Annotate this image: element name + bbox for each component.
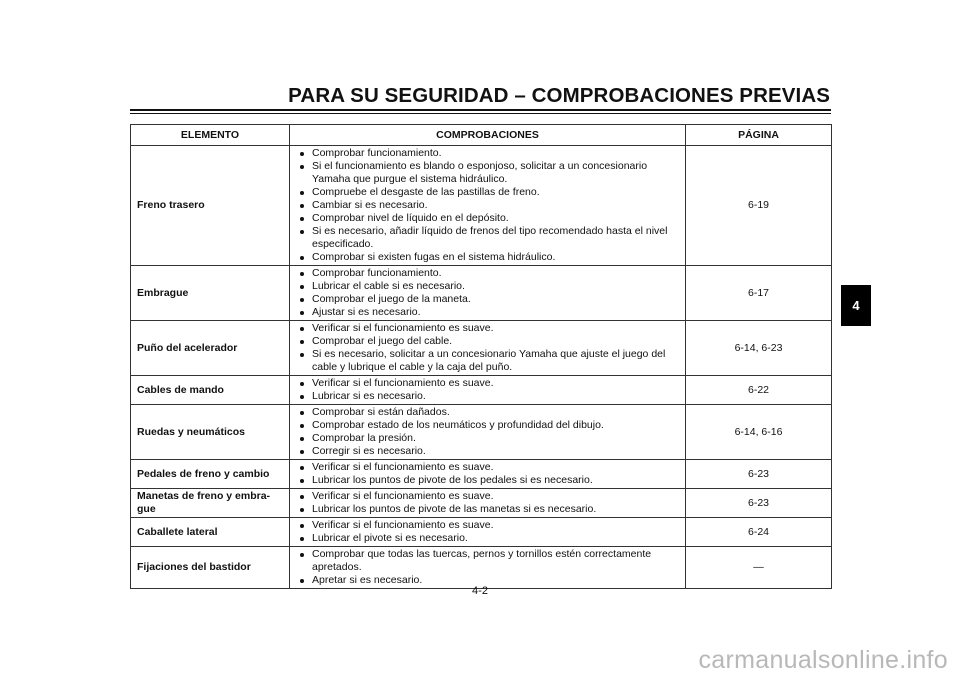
checks-cell	[290, 405, 686, 460]
checks-list	[296, 461, 681, 487]
check-item: Verificar si el funcionamiento es suave.	[296, 461, 681, 474]
check-item: Comprobar funcionamiento.	[296, 147, 681, 160]
check-item: Comprobar la presión.	[296, 432, 681, 445]
check-item: Lubricar los puntos de pivote de las manetas si es necesario.	[296, 503, 681, 516]
check-item: Compruebe el desgaste de las pastillas de freno.	[296, 186, 681, 199]
check-item: Comprobar nivel de líquido en el depósito.	[296, 212, 681, 225]
check-item: Comprobar funcionamiento.	[296, 267, 681, 280]
item-name: Puño del acelerador	[131, 321, 290, 376]
check-item: Lubricar si es necesario.	[296, 390, 681, 403]
item-name: Fijaciones del bastidor	[131, 547, 290, 589]
table-row	[131, 489, 832, 518]
page-reference: 6-23	[686, 489, 832, 518]
check-item: Comprobar el juego de la maneta.	[296, 293, 681, 306]
table-row	[131, 376, 832, 405]
watermark: carmanualsonline.info	[698, 646, 948, 674]
check-item: Verificar si el funcionamiento es suave.	[296, 377, 681, 390]
checks-cell	[290, 376, 686, 405]
checks-list	[296, 322, 681, 374]
page-reference: 6-19	[686, 146, 832, 266]
check-item: Si el funcionamiento es blando o esponjoso, solicitar a un concesionario Yamaha que purgue el sistema hidráulico.	[296, 160, 681, 186]
pre-operation-checks-table	[130, 124, 832, 589]
page-reference: 6-23	[686, 460, 832, 489]
check-item: Cambiar si es necesario.	[296, 199, 681, 212]
column-header-page: PÁGINA	[686, 125, 832, 146]
page-number: 4-2	[472, 585, 488, 597]
checks-list	[296, 519, 681, 545]
checks-list	[296, 267, 681, 319]
title-underline-thin	[130, 113, 831, 114]
checks-cell	[290, 518, 686, 547]
check-item: Apretar si es necesario.	[296, 574, 681, 587]
check-item: Lubricar el cable si es necesario.	[296, 280, 681, 293]
check-item: Verificar si el funcionamiento es suave.	[296, 490, 681, 503]
table-row	[131, 146, 832, 266]
checks-list	[296, 490, 681, 516]
checks-cell	[290, 146, 686, 266]
page-title: PARA SU SEGURIDAD – COMPROBACIONES PREVIAS	[288, 84, 830, 107]
page-reference: —	[686, 547, 832, 589]
item-name: Embrague	[131, 266, 290, 321]
column-header-element: ELEMENTO	[131, 125, 290, 146]
page-reference: 6-17	[686, 266, 832, 321]
table-row	[131, 321, 832, 376]
check-item: Corregir si es necesario.	[296, 445, 681, 458]
chapter-tab[interactable]: 4	[841, 285, 871, 326]
item-name: Freno trasero	[131, 146, 290, 266]
checks-list	[296, 147, 681, 264]
table-row	[131, 547, 832, 589]
page-reference: 6-24	[686, 518, 832, 547]
check-item: Comprobar si existen fugas en el sistema hidráulico.	[296, 251, 681, 264]
item-name: Cables de mando	[131, 376, 290, 405]
page-reference: 6-14, 6-16	[686, 405, 832, 460]
page-reference: 6-22	[686, 376, 832, 405]
check-item: Verificar si el funcionamiento es suave.	[296, 519, 681, 532]
table-row	[131, 518, 832, 547]
check-item: Lubricar el pivote si es necesario.	[296, 532, 681, 545]
item-name: Manetas de freno y embra-gue	[131, 489, 290, 518]
table-row	[131, 405, 832, 460]
check-item: Lubricar los puntos de pivote de los pedales si es necesario.	[296, 474, 681, 487]
page-reference: 6-14, 6-23	[686, 321, 832, 376]
table-row	[131, 460, 832, 489]
title-underline	[130, 109, 831, 111]
check-item: Verificar si el funcionamiento es suave.	[296, 322, 681, 335]
item-name: Pedales de freno y cambio	[131, 460, 290, 489]
check-item: Si es necesario, añadir líquido de frenos del tipo recomendado hasta el nivel especificado.	[296, 225, 681, 251]
checks-list	[296, 377, 681, 403]
table-row	[131, 266, 832, 321]
item-name: Caballete lateral	[131, 518, 290, 547]
checks-list	[296, 406, 681, 458]
check-item: Si es necesario, solicitar a un concesionario Yamaha que ajuste el juego del cable y lubrique el cable y la caja del puño.	[296, 348, 681, 374]
table-header-row	[131, 125, 832, 146]
check-item: Comprobar el juego del cable.	[296, 335, 681, 348]
checks-cell	[290, 266, 686, 321]
check-item: Comprobar estado de los neumáticos y profundidad del dibujo.	[296, 419, 681, 432]
checks-cell	[290, 321, 686, 376]
item-name: Ruedas y neumáticos	[131, 405, 290, 460]
checks-cell	[290, 547, 686, 589]
column-header-checks: COMPROBACIONES	[290, 125, 686, 146]
checks-list	[296, 548, 681, 587]
checks-cell	[290, 489, 686, 518]
check-item: Ajustar si es necesario.	[296, 306, 681, 319]
check-item: Comprobar que todas las tuercas, pernos y tornillos estén correctamente apretados.	[296, 548, 681, 574]
check-item: Comprobar si están dañados.	[296, 406, 681, 419]
checks-cell	[290, 460, 686, 489]
